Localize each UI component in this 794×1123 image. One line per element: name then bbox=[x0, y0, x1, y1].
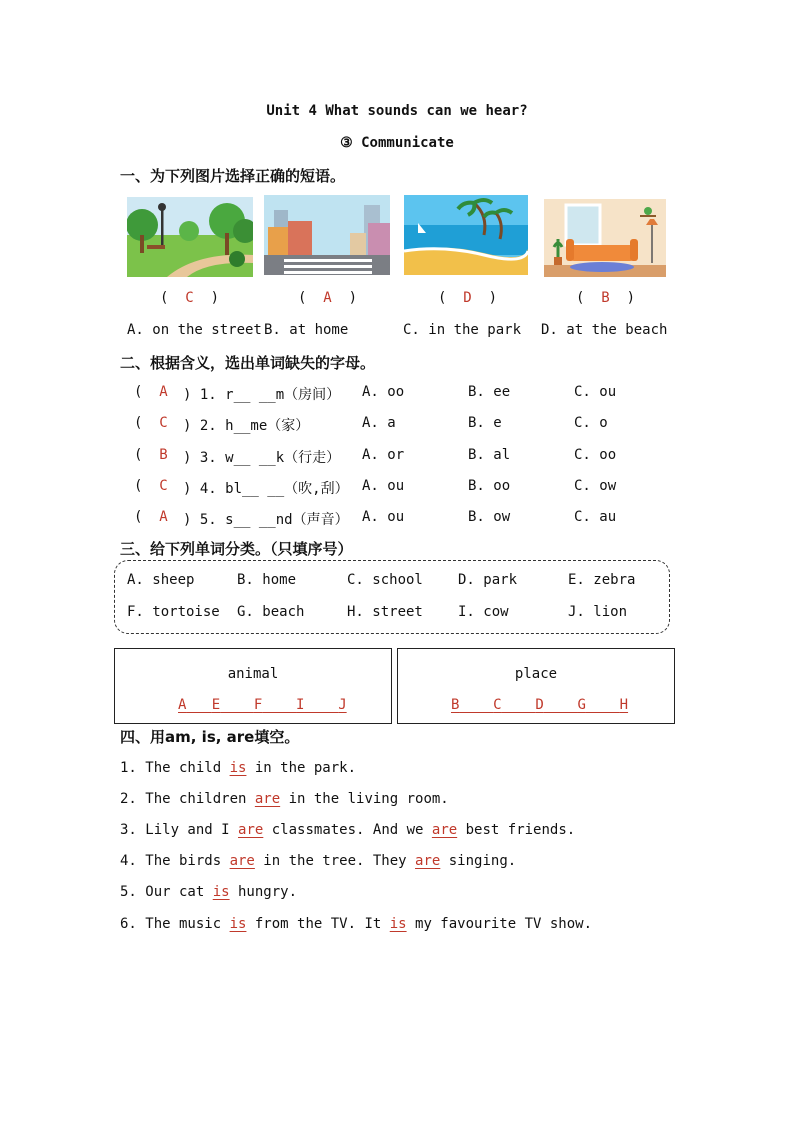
fill-blank[interactable]: are bbox=[431, 822, 458, 838]
home-picture bbox=[544, 199, 666, 277]
sentence-3: 3. Lily and I are classmates. And we are best friends. bbox=[120, 822, 576, 838]
fill-blank[interactable]: are bbox=[254, 791, 281, 807]
page-subtitle: ③ Communicate bbox=[340, 135, 454, 151]
option-c: C. in the park bbox=[403, 322, 522, 338]
question-text: ) 1. r__ __m（房间） bbox=[183, 387, 341, 403]
blank-1[interactable]: ( A bbox=[134, 384, 168, 400]
choice-a: A. ou bbox=[362, 509, 405, 525]
section-1-heading: 一、为下列图片选择正确的短语。 bbox=[120, 167, 346, 185]
sentence-1: 1. The child is in the park. bbox=[120, 760, 357, 776]
blank-5[interactable]: ( A bbox=[134, 509, 168, 525]
fill-blank[interactable]: is bbox=[212, 884, 230, 900]
place-label: place bbox=[514, 666, 558, 682]
word-item: J. lion bbox=[568, 604, 628, 620]
choice-a: A. or bbox=[362, 447, 405, 463]
park-picture bbox=[127, 197, 253, 277]
choice-a: A. ou bbox=[362, 478, 405, 494]
blank-2[interactable]: ( C bbox=[134, 415, 168, 431]
word-item: A. sheep bbox=[127, 572, 195, 588]
option-a: A. on the street bbox=[127, 322, 262, 338]
question-text: ) 5. s__ __nd（声音） bbox=[183, 512, 349, 528]
fill-blank[interactable]: is bbox=[229, 760, 247, 776]
word-item: B. home bbox=[237, 572, 297, 588]
place-answers[interactable]: B C D G H bbox=[451, 697, 629, 713]
word-item: G. beach bbox=[237, 604, 305, 620]
section-4-heading: 四、用am, is, are填空。 bbox=[120, 728, 300, 746]
animal-label: animal bbox=[227, 666, 279, 682]
choice-a: A. oo bbox=[362, 384, 405, 400]
fill-blank[interactable]: are bbox=[229, 853, 255, 869]
choice-c: C. ou bbox=[574, 384, 617, 400]
sentence-2: 2. The children are in the living room. bbox=[120, 791, 449, 807]
blank-3[interactable]: ( B bbox=[134, 447, 168, 463]
word-item: F. tortoise bbox=[127, 604, 220, 620]
choice-c: C. au bbox=[574, 509, 617, 525]
answer-4[interactable]: ( B ) bbox=[576, 290, 636, 306]
word-item: D. park bbox=[458, 572, 518, 588]
choice-b: B. al bbox=[468, 447, 511, 463]
word-item: C. school bbox=[347, 572, 423, 588]
sentence-4: 4. The birds are in the tree. They are singing. bbox=[120, 853, 517, 869]
option-d: D. at the beach bbox=[541, 322, 668, 338]
choice-b: B. ow bbox=[468, 509, 511, 525]
choice-c: C. ow bbox=[574, 478, 617, 494]
sentence-6: 6. The music is from the TV. It is my favourite TV show. bbox=[120, 916, 593, 932]
choice-b: B. e bbox=[468, 415, 502, 431]
section-2-heading: 二、根据含义，选出单词缺失的字母。 bbox=[120, 354, 376, 372]
choice-b: B. oo bbox=[468, 478, 511, 494]
blank-4[interactable]: ( C bbox=[134, 478, 168, 494]
answer-3[interactable]: ( D ) bbox=[438, 290, 498, 306]
word-item: E. zebra bbox=[568, 572, 636, 588]
street-picture bbox=[264, 195, 390, 275]
question-text: ) 3. w__ __k（行走） bbox=[183, 450, 341, 466]
word-item: I. cow bbox=[458, 604, 509, 620]
option-b: B. at home bbox=[264, 322, 349, 338]
fill-blank[interactable]: are bbox=[238, 822, 264, 838]
answer-1[interactable]: ( C ) bbox=[160, 290, 220, 306]
section-3-heading: 三、给下列单词分类。（只填序号） bbox=[120, 540, 353, 558]
question-text: ) 2. h__me（家） bbox=[183, 418, 310, 434]
choice-c: C. o bbox=[574, 415, 608, 431]
answer-2[interactable]: ( A ) bbox=[298, 290, 358, 306]
beach-picture bbox=[404, 195, 528, 275]
sentence-5: 5. Our cat is hungry. bbox=[120, 884, 298, 900]
fill-blank[interactable]: are bbox=[415, 853, 441, 869]
fill-blank[interactable]: is bbox=[229, 916, 247, 932]
word-item: H. street bbox=[347, 604, 423, 620]
choice-b: B. ee bbox=[468, 384, 511, 400]
choice-a: A. a bbox=[362, 415, 396, 431]
question-text: ) 4. bl__ __（吹,刮） bbox=[183, 481, 349, 497]
fill-blank[interactable]: is bbox=[389, 916, 407, 932]
choice-c: C. oo bbox=[574, 447, 617, 463]
page-title: Unit 4 What sounds can we hear? bbox=[266, 103, 528, 119]
animal-answers[interactable]: A E F I J bbox=[178, 697, 347, 713]
